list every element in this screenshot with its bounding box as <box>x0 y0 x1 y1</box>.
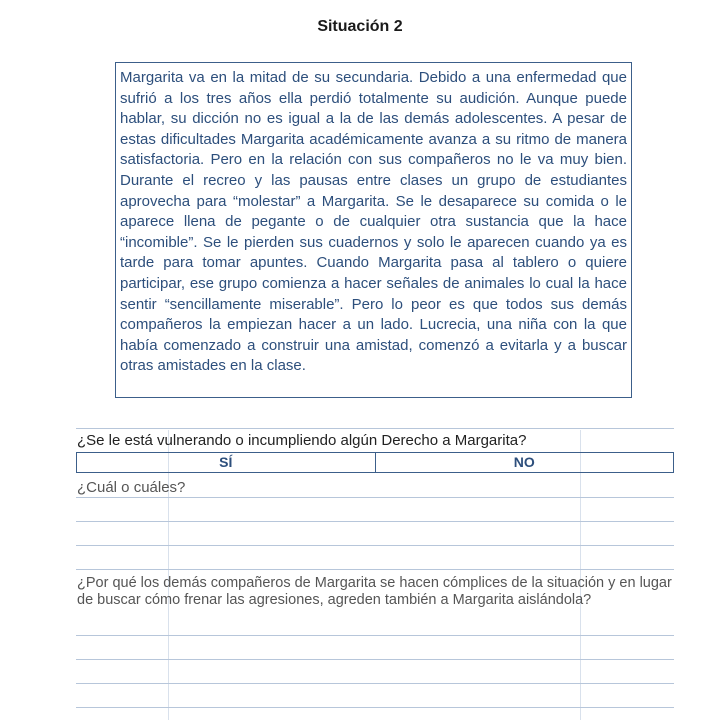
no-option[interactable]: NO <box>513 454 535 470</box>
answer-line[interactable] <box>76 707 674 708</box>
answer-line[interactable] <box>76 635 674 636</box>
answer-line[interactable] <box>76 683 674 684</box>
situation-title: Situación 2 <box>317 18 403 35</box>
answer-line <box>76 428 674 429</box>
question-which: ¿Cuál o cuáles? <box>77 479 186 496</box>
question-why: ¿Por qué los demás compañeros de Margarita se hacen cómplices de la situación y en lugar de buscar cómo frenar las agresiones, agreden también a Margarita aislándola? <box>77 575 672 608</box>
yes-no-table <box>76 452 674 473</box>
answer-line[interactable] <box>76 659 674 660</box>
answer-line[interactable] <box>76 569 674 570</box>
answer-line[interactable] <box>76 497 674 498</box>
question-rights: ¿Se le está vulnerando o incumpliendo algún Derecho a Margarita? <box>77 432 527 449</box>
answer-line[interactable] <box>76 521 674 522</box>
answer-line[interactable] <box>76 545 674 546</box>
situation-story: Margarita va en la mitad de su secundaria. Debido a una enfermedad que sufrió a los tres años ella perdió totalmente su audición. Aunque puede hablar, su dicción no es igual a la de las demás adolescentes. A pesar de estas dificultades Margarita académicamente avanza a su ritmo de manera satisfactoria. Pero en la relación con sus compañeros no le va muy bien. Durante el recreo y las pausas entre clases un grupo de estudiantes aprovecha para “molestar” a Margarita. Se le desaparece su comida o le aparece llena de pegante o de cualquier otra sustancia que la hace “incomible”. Se le pierden sus cuadernos y solo le aparecen cuando ya es tarde para tomar apuntes. Cuando Margarita pasa al tablero o quiere participar, ese grupo comienza a hacer señales de animales lo cual la hace sentir “sencillamente miserable”. Pero lo peor es que todos sus demás compañeros la empiezan hacer a un lado. Lucrecia, una niña con la que había comenzado a construir una amistad, comenzó a evitarla y a buscar otras amistades en la clase. <box>115 62 632 398</box>
yes-option[interactable]: SÍ <box>77 453 376 472</box>
